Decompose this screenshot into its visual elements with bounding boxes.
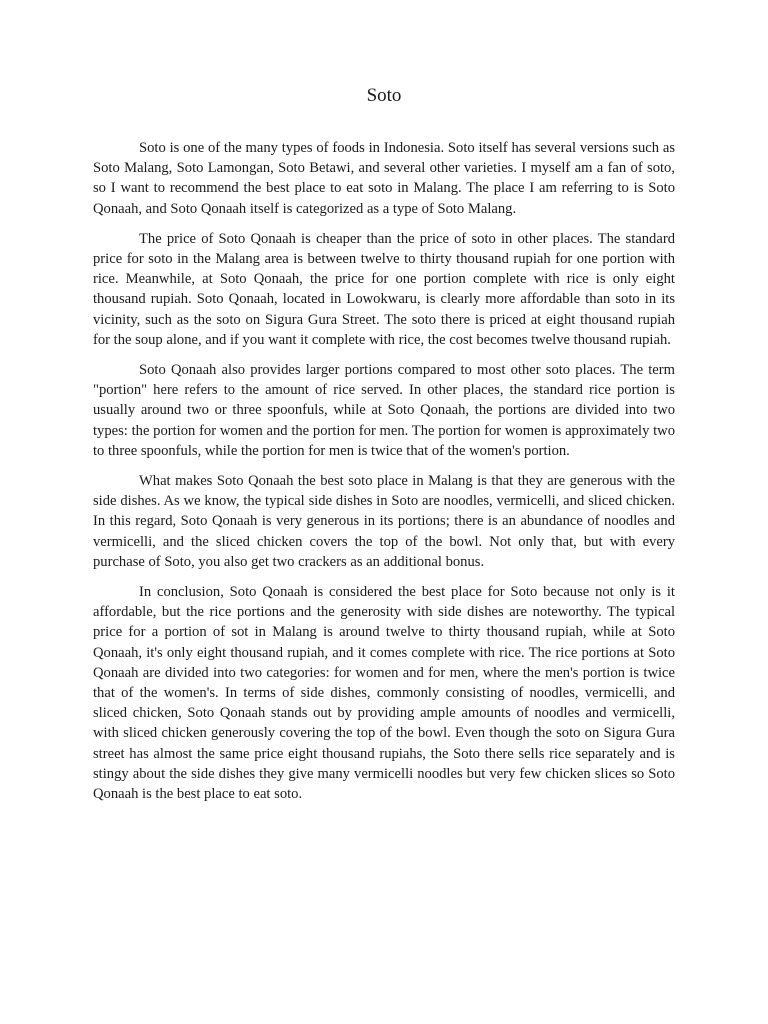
document-title: Soto <box>366 85 402 106</box>
paragraph-portion: Soto Qonaah also provides larger portions compared to most other soto places. The term "portion" here refers to the amount of rice served. In other places, the standard rice portion is usually around two or three spoonfuls, while at Soto Qonaah, the portions are divided into two types: the portion for women and the portion for men. The portion for women is approximately two to three spoonfuls, while the portion for men is twice that of the women's portion. <box>93 362 675 459</box>
paragraph-intro: Soto is one of the many types of foods in Indonesia. Soto itself has several versions such as Soto Malang, Soto Lamongan, Soto Betawi, and several other varieties. I myself am a fan of soto, so I want to recommend the best place to eat soto in Malang. The place I am referring to is Soto Qonaah, and Soto Qonaah itself is categorized as a type of Soto Malang. <box>93 140 675 217</box>
paragraph-side-dishes: What makes Soto Qonaah the best soto place in Malang is that they are generous with the side dishes. As we know, the typical side dishes in Soto are noodles, vermicelli, and sliced chicken. In this regard, Soto Qonaah is very generous in its portions; there is an abundance of noodles and vermicelli, and the sliced chicken covers the top of the bowl. Not only that, but with every purchase of Soto, you also get two crackers as an additional bonus. <box>93 473 675 570</box>
paragraph-conclusion: In conclusion, Soto Qonaah is considered the best place for Soto because not only is it affordable, but the rice portions and the generosity with side dishes are noteworthy. The typical price for a portion of sot in Malang is around twelve to thirty thousand rupiah, while at Soto Qonaah, it's only eight thousand rupiah, and it comes complete with rice. The rice portions at Soto Qonaah are divided into two categories: for women and for men, where the men's portion is twice that of the women's. In terms of side dishes, commonly consisting of noodles, vermicelli, and sliced chicken, Soto Qonaah stands out by providing ample amounts of noodles and vermicelli, with sliced chicken generously covering the top of the bowl. Even though the soto on Sigura Gura street has almost the same price eight thousand rupiahs, the Soto there sells rice separately and is stingy about the side dishes they give many vermicelli noodles but very few chicken slices so Soto Qonaah is the best place to eat soto. <box>93 584 675 803</box>
paragraph-price: The price of Soto Qonaah is cheaper than the price of soto in other places. The standard price for soto in the Malang area is between twelve to thirty thousand rupiah for one portion with rice. Meanwhile, at Soto Qonaah, the price for one portion complete with rice is only eight thousand rupiah. Soto Qonaah, located in Lowokwaru, is clearly more affordable than soto in its vicinity, such as the soto on Sigura Gura Street. The soto there is priced at eight thousand rupiah for the soup alone, and if you want it complete with rice, the cost becomes twelve thousand rupiah. <box>93 230 675 348</box>
